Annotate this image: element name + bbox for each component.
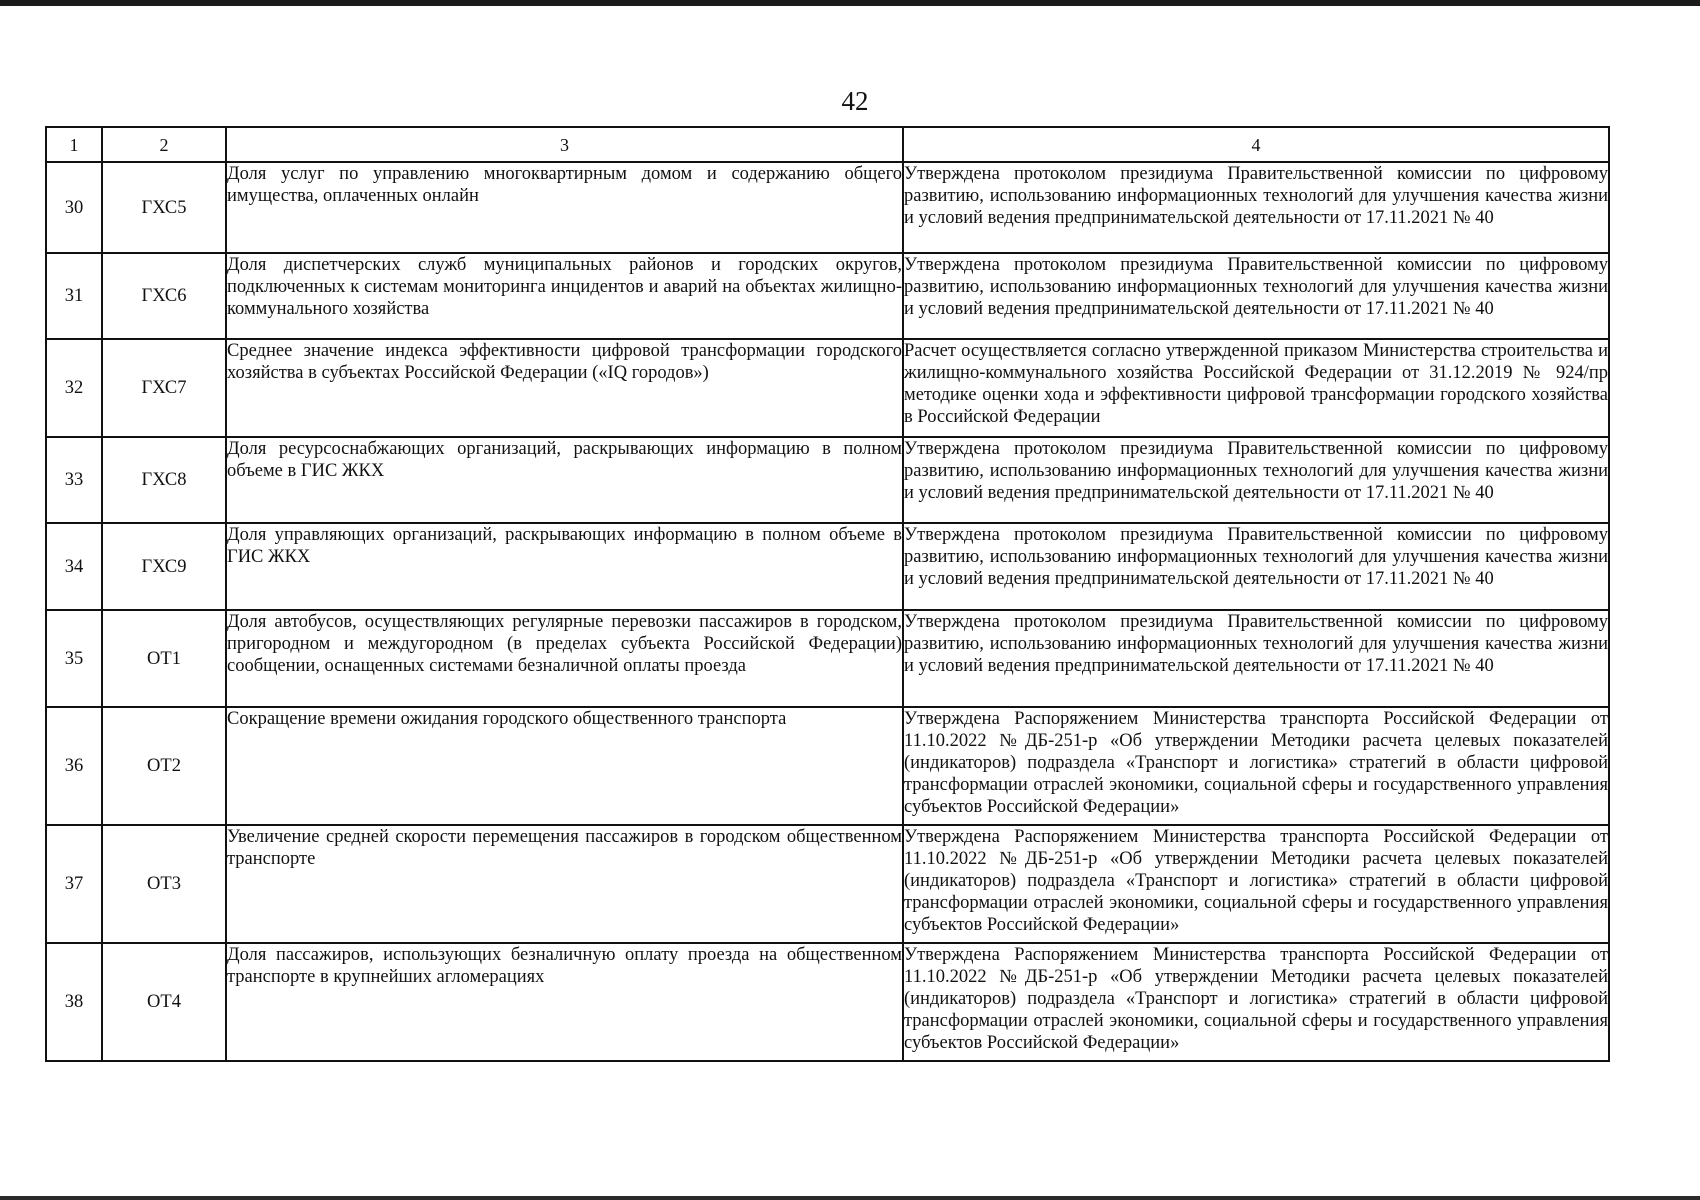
header-col-1: 1 <box>46 127 102 162</box>
table-row <box>46 437 1609 523</box>
indicator-code: ГХС9 <box>102 523 226 610</box>
table-body <box>46 162 1609 1061</box>
indicator-name: Доля управляющих организаций, раскрывающих информацию в полном объеме в ГИС ЖКХ <box>226 523 903 610</box>
scan-bottom-edge <box>0 1196 1700 1200</box>
indicator-name: Среднее значение индекса эффективности цифровой трансформации городского хозяйства в субъектах Российской Федерации («IQ городов») <box>226 339 903 437</box>
table-row <box>46 610 1609 707</box>
row-number: 35 <box>46 610 102 707</box>
indicator-name: Доля пассажиров, использующих безналичную оплату проезда на общественном транспорте в крупнейших агломерациях <box>226 943 903 1061</box>
table-header-row <box>46 127 1609 162</box>
indicators-table <box>45 126 1610 1062</box>
table-header <box>46 127 1609 162</box>
indicator-code: ГХС5 <box>102 162 226 253</box>
indicator-basis: Утверждена Распоряжением Министерства транспорта Российской Федерации от 11.10.2022 №ДБ-251-р «Об утверждении Методики расчета целевых показателей (индикаторов) подраздела «Транспорт и логистика» стратегий в области цифровой трансформации отраслей экономики, социальной сферы и государственного управления субъектов Российской Федерации» <box>903 943 1609 1061</box>
row-number: 33 <box>46 437 102 523</box>
row-number: 34 <box>46 523 102 610</box>
row-number: 30 <box>46 162 102 253</box>
indicator-basis: Утверждена протоколом президиума Правительственной комиссии по цифровому развитию, использованию информационных технологий для улучшения качества жизни и условий ведения предпринимательской деятельности от 17.11.2021 № 40 <box>903 162 1609 253</box>
row-number: 38 <box>46 943 102 1061</box>
indicator-name: Увеличение средней скорости перемещения пассажиров в городском общественном транспорте <box>226 825 903 943</box>
indicator-code: ГХС6 <box>102 253 226 339</box>
indicator-code: ГХС7 <box>102 339 226 437</box>
table-row <box>46 253 1609 339</box>
indicator-code: ОТ4 <box>102 943 226 1061</box>
row-number: 32 <box>46 339 102 437</box>
table-row <box>46 162 1609 253</box>
table-row <box>46 825 1609 943</box>
row-number: 36 <box>46 707 102 825</box>
table-row <box>46 339 1609 437</box>
indicator-name: Доля услуг по управлению многоквартирным домом и содержанию общего имущества, оплаченных онлайн <box>226 162 903 253</box>
indicator-basis: Утверждена протоколом президиума Правительственной комиссии по цифровому развитию, использованию информационных технологий для улучшения качества жизни и условий ведения предпринимательской деятельности от 17.11.2021 № 40 <box>903 437 1609 523</box>
scan-top-edge <box>0 0 1700 6</box>
indicator-basis: Утверждена протоколом президиума Правительственной комиссии по цифровому развитию, использованию информационных технологий для улучшения качества жизни и условий ведения предпринимательской деятельности от 17.11.2021 № 40 <box>903 253 1609 339</box>
table-row <box>46 707 1609 825</box>
indicator-name: Сокращение времени ожидания городского общественного транспорта <box>226 707 903 825</box>
indicator-code: ОТ1 <box>102 610 226 707</box>
header-col-3: 3 <box>226 127 903 162</box>
page-number: 42 <box>841 86 869 116</box>
indicator-name: Доля автобусов, осуществляющих регулярные перевозки пассажиров в городском, пригородном и междугородном (в пределах субъекта Российской Федерации) сообщении, оснащенных системами безналичной оплаты проезда <box>226 610 903 707</box>
indicator-basis: Утверждена протоколом президиума Правительственной комиссии по цифровому развитию, использованию информационных технологий для улучшения качества жизни и условий ведения предпринимательской деятельности от 17.11.2021 № 40 <box>903 610 1609 707</box>
table-row <box>46 943 1609 1061</box>
header-col-4: 4 <box>903 127 1609 162</box>
indicator-basis: Расчет осуществляется согласно утвержденной приказом Министерства строительства и жилищно-коммунального хозяйства Российской Федерации от 31.12.2019 № 924/пр методике оценки хода и эффективности цифровой трансформации городского хозяйства в Российской Федерации <box>903 339 1609 437</box>
row-number: 37 <box>46 825 102 943</box>
indicator-basis: Утверждена Распоряжением Министерства транспорта Российской Федерации от 11.10.2022 №ДБ-251-р «Об утверждении Методики расчета целевых показателей (индикаторов) подраздела «Транспорт и логистика» стратегий в области цифровой трансформации отраслей экономики, социальной сферы и государственного управления субъектов Российской Федерации» <box>903 707 1609 825</box>
indicator-basis: Утверждена протоколом президиума Правительственной комиссии по цифровому развитию, использованию информационных технологий для улучшения качества жизни и условий ведения предпринимательской деятельности от 17.11.2021 № 40 <box>903 523 1609 610</box>
row-number: 31 <box>46 253 102 339</box>
indicator-code: ОТ2 <box>102 707 226 825</box>
header-col-2: 2 <box>102 127 226 162</box>
indicator-name: Доля диспетчерских служб муниципальных районов и городских округов, подключенных к системам мониторинга инцидентов и аварий на объектах жилищно-коммунального хозяйства <box>226 253 903 339</box>
indicator-code: ОТ3 <box>102 825 226 943</box>
table-row <box>46 523 1609 610</box>
indicator-basis: Утверждена Распоряжением Министерства транспорта Российской Федерации от 11.10.2022 №ДБ-251-р «Об утверждении Методики расчета целевых показателей (индикаторов) подраздела «Транспорт и логистика» стратегий в области цифровой трансформации отраслей экономики, социальной сферы и государственного управления субъектов Российской Федерации» <box>903 825 1609 943</box>
indicator-code: ГХС8 <box>102 437 226 523</box>
indicator-name: Доля ресурсоснабжающих организаций, раскрывающих информацию в полном объеме в ГИС ЖКХ <box>226 437 903 523</box>
